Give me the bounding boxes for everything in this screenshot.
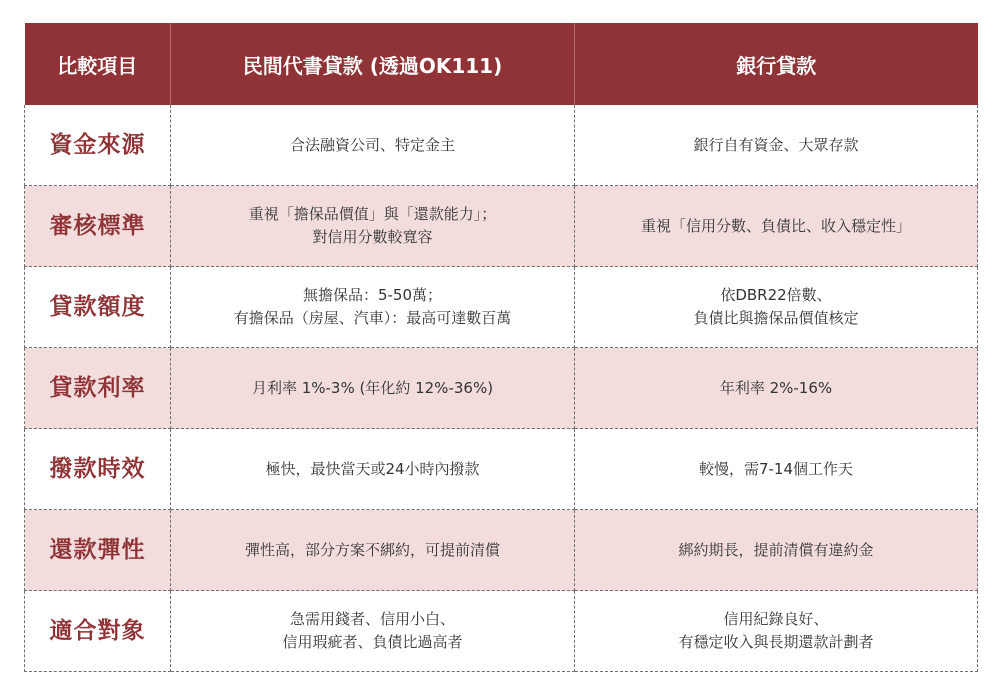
- header-private-loan: 民間代書貸款 (透過OK111): [171, 23, 575, 105]
- cell-line: 月利率 1%-3% (年化約 12%-36%): [251, 378, 494, 397]
- private-loan-cell: [171, 591, 575, 672]
- row-label: 資金來源: [25, 105, 171, 186]
- private-loan-cell: [171, 267, 575, 348]
- cell-line: 年利率 2%-16%: [719, 378, 833, 397]
- private-loan-cell: [171, 348, 575, 429]
- table-row: [25, 105, 978, 186]
- table-row: [25, 267, 978, 348]
- bank-loan-cell: [575, 348, 978, 429]
- private-loan-cell: [171, 186, 575, 267]
- row-label: 適合對象: [25, 591, 171, 672]
- header-bank-loan: 銀行貸款: [575, 23, 978, 105]
- cell-line: 極快，最快當天或24小時內撥款: [265, 459, 480, 478]
- table-row: [25, 429, 978, 510]
- comparison-table-container: [24, 23, 977, 672]
- row-label: 貸款利率: [25, 348, 171, 429]
- cell-line: 彈性高，部分方案不綁約，可提前清償: [244, 540, 500, 559]
- row-label: 還款彈性: [25, 510, 171, 591]
- bank-loan-cell: [575, 186, 978, 267]
- cell-line: 重視「信用分數、負債比、收入穩定性」: [640, 216, 911, 235]
- cell-line: 有穩定收入與長期還款計劃者: [678, 633, 874, 651]
- cell-line: 較慢，需7-14個工作天: [698, 459, 854, 478]
- table-row: [25, 510, 978, 591]
- bank-loan-cell: [575, 267, 978, 348]
- cell-line: 急需用錢者、信用小白、: [289, 610, 455, 628]
- cell-line: 銀行自有資金、大眾存款: [693, 135, 859, 154]
- cell-line: 無擔保品：5-50萬；: [302, 286, 443, 304]
- cell-line: 負債比與擔保品價值核定: [693, 309, 859, 327]
- row-label: 貸款額度: [25, 267, 171, 348]
- bank-loan-cell: [575, 429, 978, 510]
- table-row: [25, 348, 978, 429]
- bank-loan-cell: [575, 591, 978, 672]
- table-row: [25, 591, 978, 672]
- cell-line: 信用紀錄良好、: [723, 610, 829, 628]
- cell-line: 依DBR22倍數、: [720, 286, 832, 304]
- bank-loan-cell: [575, 105, 978, 186]
- cell-line: 有擔保品（房屋、汽車）：最高可達數百萬: [233, 309, 512, 327]
- bank-loan-cell: [575, 510, 978, 591]
- row-label: 撥款時效: [25, 429, 171, 510]
- cell-line: 重視「擔保品價值」與「還款能力」；: [248, 205, 497, 223]
- cell-line: 信用瑕疵者、負債比過高者: [282, 633, 463, 651]
- private-loan-cell: [171, 105, 575, 186]
- comparison-table: [24, 23, 978, 672]
- cell-line: 合法融資公司、特定金主: [289, 135, 455, 154]
- cell-line: 對信用分數較寬容: [312, 228, 433, 246]
- table-row: [25, 186, 978, 267]
- header-compare-item: 比較項目: [25, 23, 171, 105]
- private-loan-cell: [171, 429, 575, 510]
- row-label: 審核標準: [25, 186, 171, 267]
- table-header-row: [25, 23, 978, 105]
- cell-line: 綁約期長，提前清償有違約金: [678, 540, 874, 559]
- private-loan-cell: [171, 510, 575, 591]
